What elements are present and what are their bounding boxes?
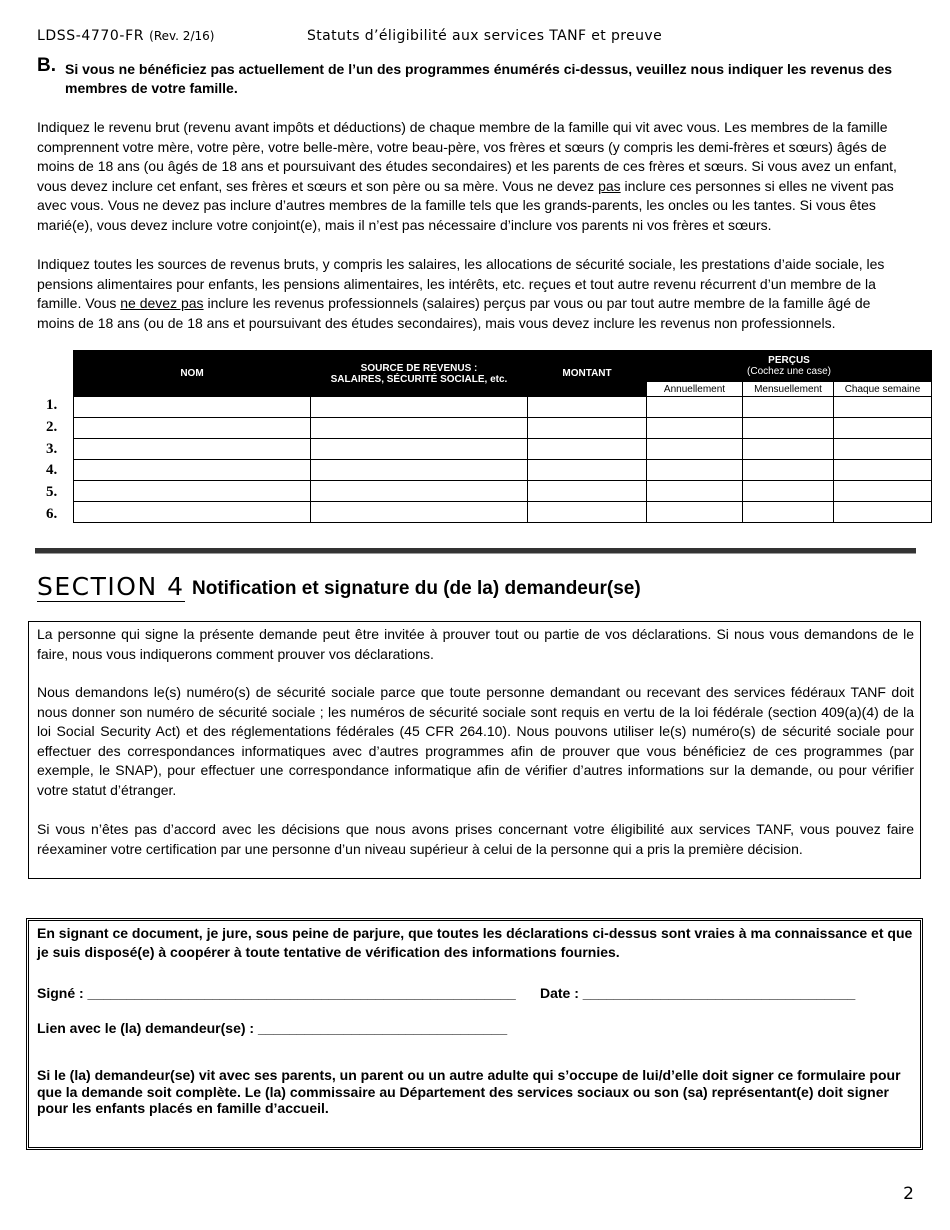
section-b-heading: Si vous ne bénéficiez pas actuellement de l’un des programmes énumérés ci-dessus, veuillez nous indiquer les revenus des membres de votre famille. bbox=[65, 61, 893, 96]
row-number: 4. bbox=[46, 462, 58, 478]
relationship-field[interactable]: Lien avec le (la) demandeur(se) : ________________________________ bbox=[37, 1020, 508, 1036]
section-divider bbox=[35, 548, 916, 554]
table-row bbox=[74, 460, 932, 481]
col-header-percus: PERÇUS (Cochez une case) bbox=[647, 351, 932, 382]
monthly-checkbox[interactable] bbox=[743, 460, 834, 481]
monthly-checkbox[interactable] bbox=[743, 481, 834, 502]
amount-cell[interactable] bbox=[528, 397, 647, 418]
name-cell[interactable] bbox=[74, 418, 311, 439]
p1-underlined: pas bbox=[598, 177, 621, 194]
col-header-source: SOURCE DE REVENUS : SALAIRES, SÉCURITÉ SOCIALE, etc. bbox=[311, 351, 528, 397]
row-number: 3. bbox=[46, 441, 58, 457]
table-row bbox=[74, 418, 932, 439]
notification-paragraph-2: Nous demandons le(s) numéro(s) de sécurité sociale parce que toute personne demandant ou recevant des services fédéraux TANF doit nous donner son numéro de sécurité sociale ; les numéros de sécurité sociale sont requis en vertu de la loi fédérale (section 409(a)(4) de la loi Social Security Act) et des réglementations fédérales (45 CFR 264.10). Nous pouvons utiliser le(s) numéro(s) de sécurité sociale pour effectuer des correspondances informatiques avec d’autres programmes afin de prouver que vous bénéficiez de ces programmes (par exemple, le SNAP), pour effectuer une correspondance informatique afin de vérifier d’autres informations sur la demande, ou pour vérifier votre statut d’étranger. bbox=[37, 684, 914, 798]
notification-paragraph-3: Si vous n’êtes pas d’accord avec les décisions que nous avons prises concernant votre éligibilité aux services TANF, vous pouvez faire réexaminer votre certification par une personne d’un niveau supérieur à celui de la personne qui a pris la première décision. bbox=[37, 821, 914, 857]
signed-field[interactable]: Signé : _______________________________________________________ bbox=[37, 985, 516, 1001]
source-cell[interactable] bbox=[311, 481, 528, 502]
col-header-annuellement: Annuellement bbox=[647, 382, 743, 397]
name-cell[interactable] bbox=[74, 502, 311, 523]
table-row bbox=[74, 397, 932, 418]
row-number: 2. bbox=[46, 419, 58, 435]
amount-cell[interactable] bbox=[528, 460, 647, 481]
form-revision: (Rev. 2/16) bbox=[149, 29, 215, 43]
form-number: LDSS-4770-FR bbox=[37, 28, 145, 44]
income-table bbox=[73, 350, 932, 523]
monthly-checkbox[interactable] bbox=[743, 502, 834, 523]
weekly-checkbox[interactable] bbox=[834, 502, 932, 523]
col-header-nom: NOM bbox=[74, 351, 311, 397]
weekly-checkbox[interactable] bbox=[834, 418, 932, 439]
signature-box bbox=[26, 918, 923, 1150]
annual-checkbox[interactable] bbox=[647, 397, 743, 418]
amount-cell[interactable] bbox=[528, 481, 647, 502]
p1-text-a: Indiquez le revenu brut (revenu avant impôts et déductions) de chaque membre de la famille qui vit avec vous. Les membres de la famille comprennent votre mère, votre père, votre belle-mère, votre beau-père, vos frères et sœurs (y compris les demi-frères et sœurs) âgés de moins de 18 ans (ou âgés de 18 ans et poursuivant des études secondaires) et les parents de ces frères et sœurs. Si vous avez un enfant, vous devez inclure cet enfant, ses frères et sœurs et son père ou sa mère. Vous ne devez bbox=[37, 119, 897, 194]
row-number: 1. bbox=[46, 397, 58, 413]
amount-cell[interactable] bbox=[528, 418, 647, 439]
form-title: Statuts d’éligibilité aux services TANF et preuve bbox=[307, 28, 663, 44]
date-field[interactable]: Date : ___________________________________ bbox=[540, 985, 856, 1001]
amount-cell[interactable] bbox=[528, 439, 647, 460]
annual-checkbox[interactable] bbox=[647, 439, 743, 460]
source-cell[interactable] bbox=[311, 418, 528, 439]
oath-statement: En signant ce document, je jure, sous peine de parjure, que toutes les déclarations ci-dessus sont vraies à ma connaissance et que je suis disposé(e) à coopérer à toute tentative de vérification des informations fournies. bbox=[37, 925, 913, 960]
page-number: 2 bbox=[903, 1184, 914, 1204]
weekly-checkbox[interactable] bbox=[834, 481, 932, 502]
section-4-label: SECTION 4 bbox=[37, 572, 185, 601]
form-id bbox=[37, 28, 214, 44]
name-cell[interactable] bbox=[74, 460, 311, 481]
section-b-letter: B. bbox=[37, 55, 56, 76]
section-b-paragraph-1 bbox=[37, 118, 903, 235]
annual-checkbox[interactable] bbox=[647, 502, 743, 523]
p1-text-b: inclure ces personnes si elles ne vivent pas avec vous. Vous ne devez pas inclure d’autres membres de la famille tels que les grands-parents, les oncles ou les tantes. Si vous êtes marié(e), vous devez inclure votre conjoint(e), mais il n’est pas nécessaire d’inclure vos parents ni vos frères et sœurs. bbox=[37, 177, 894, 233]
guardian-signature-note: Si le (la) demandeur(se) vit avec ses parents, un parent ou un autre adulte qui s’occupe de lui/d’elle doit signer ce formulaire pour que la demande soit complète. Le (la) commissaire au Département des services sociaux ou son (sa) représentant(e) doit signer pour les enfants placés en famille d’accueil. bbox=[37, 1067, 901, 1116]
table-row bbox=[74, 481, 932, 502]
source-cell[interactable] bbox=[311, 502, 528, 523]
col-header-montant: MONTANT bbox=[528, 351, 647, 397]
weekly-checkbox[interactable] bbox=[834, 460, 932, 481]
name-cell[interactable] bbox=[74, 481, 311, 502]
section-b-paragraph-2 bbox=[37, 255, 903, 333]
source-cell[interactable] bbox=[311, 460, 528, 481]
p2-underlined: ne devez pas bbox=[120, 295, 204, 311]
table-row bbox=[74, 502, 932, 523]
amount-cell[interactable] bbox=[528, 502, 647, 523]
monthly-checkbox[interactable] bbox=[743, 418, 834, 439]
name-cell[interactable] bbox=[74, 397, 311, 418]
col-header-chaque-semaine: Chaque semaine bbox=[834, 382, 932, 397]
p2-text-b: inclure les revenus professionnels (salaires) perçus par vous ou par tout autre membre de la famille âgé de moins de 18 ans (ou de 18 ans et poursuivant des études secondaires), mais vous devez inclure les revenus non professionnels. bbox=[37, 295, 871, 331]
annual-checkbox[interactable] bbox=[647, 481, 743, 502]
annual-checkbox[interactable] bbox=[647, 460, 743, 481]
row-number: 5. bbox=[46, 484, 58, 500]
monthly-checkbox[interactable] bbox=[743, 397, 834, 418]
p2-text-a: Indiquez toutes les sources de revenus bruts, y compris les salaires, les allocations de sécurité sociale, les prestations d’aide sociale, les pensions alimentaires pour enfants, les pensions alimentaires, les intérêts, etc. reçues et tout autre revenu récurrent d’un membre de la famille. Vous bbox=[37, 256, 885, 311]
table-row bbox=[74, 439, 932, 460]
weekly-checkbox[interactable] bbox=[834, 397, 932, 418]
row-number: 6. bbox=[46, 506, 58, 522]
monthly-checkbox[interactable] bbox=[743, 439, 834, 460]
annual-checkbox[interactable] bbox=[647, 418, 743, 439]
notification-box bbox=[28, 621, 921, 879]
section-4-title: Notification et signature du (de la) demandeur(se) bbox=[192, 578, 641, 599]
weekly-checkbox[interactable] bbox=[834, 439, 932, 460]
notification-paragraph-1: La personne qui signe la présente demande peut être invitée à prouver tout ou partie de vos déclarations. Si nous vous demandons de le faire, nous vous indiquerons comment prouver vos déclarations. bbox=[37, 626, 914, 662]
source-cell[interactable] bbox=[311, 397, 528, 418]
source-cell[interactable] bbox=[311, 439, 528, 460]
name-cell[interactable] bbox=[74, 439, 311, 460]
col-header-mensuellement: Mensuellement bbox=[743, 382, 834, 397]
